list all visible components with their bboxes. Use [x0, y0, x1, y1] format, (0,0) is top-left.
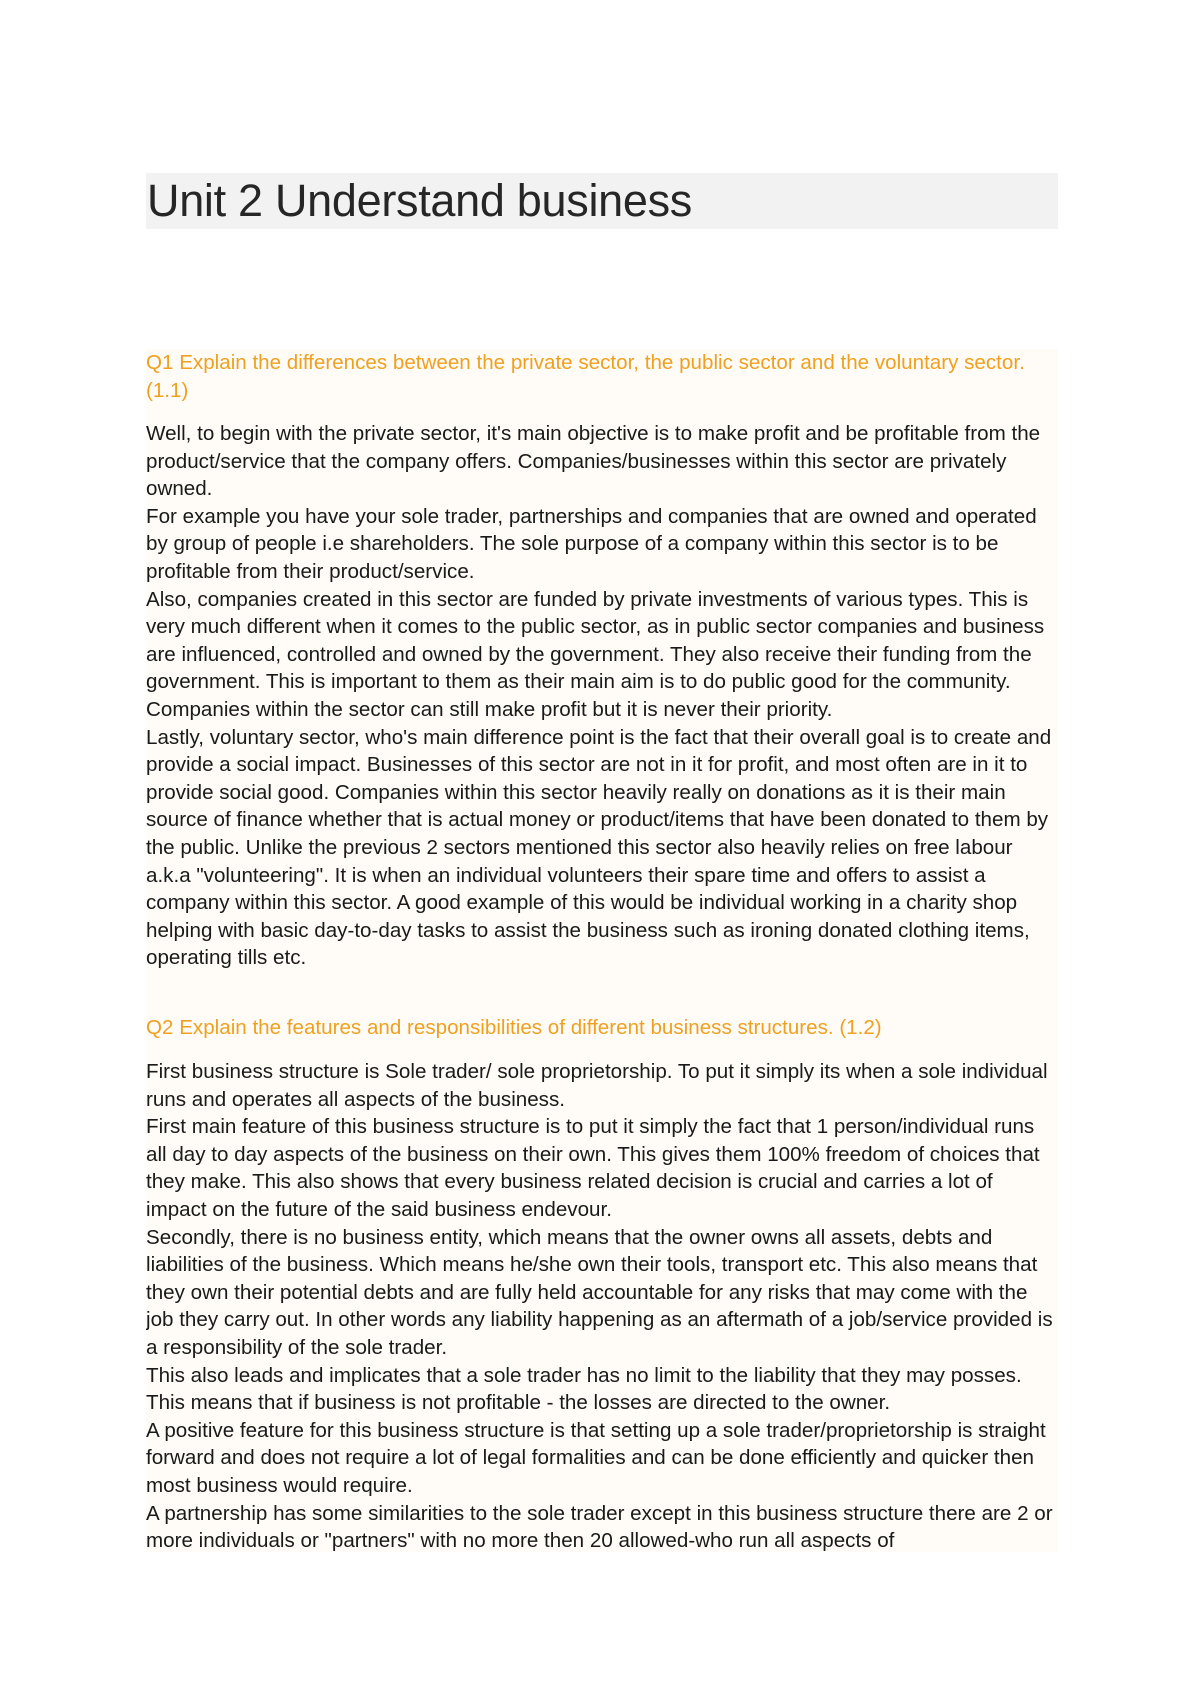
title-block — [146, 173, 1058, 229]
paragraph: First business structure is Sole trader/ sole proprietorship. To put it simply its when a sole individual runs and operates all aspects of the business. — [146, 1060, 1048, 1111]
paragraph: Lastly, voluntary sector, who's main difference point is the fact that their overall goal is to create and provide a social impact. Businesses of this sector are not in it for profit, and most often are in it to provide social good. Companies within this sector heavily really on donations as it is their main source of finance whether that is actual money or product/items that have been donated to them by the public. Unlike the previous 2 sectors mentioned this sector also heavily relies on free labour a.k.a "volunteering". It is when an individual volunteers their spare time and offers to assist a company within this sector. A good example of this would be individual working in a charity shop helping with basic day-to-day tasks to assist the business such as ironing donated clothing items, operating tills etc. — [146, 725, 1052, 970]
paragraph: First main feature of this business structure is to put it simply the fact that 1 person/individual runs all day to day aspects of the business on their own. This gives them 100% freedom of choices that they make. This also shows that every business related decision is crucial and carries a lot of impact on the future of the said business endevour. — [146, 1115, 1040, 1221]
paragraph: Secondly, there is no business entity, which means that the owner owns all assets, debts and liabilities of the business. Which means he/she own their tools, transport etc. This also means that they own their potential debts and are fully held accountable for any risks that may come with the job they carry out. In other words any liability happening as an aftermath of a job/service provided is a responsibility of the sole trader. — [146, 1225, 1053, 1359]
document-body — [146, 349, 1058, 1552]
answer-2 — [146, 1058, 1058, 1552]
question-2-heading: Q2 Explain the features and responsibilities of different business structures. (1.2) — [146, 1016, 882, 1039]
document-title: Unit 2 Understand business — [147, 175, 693, 226]
question-1-heading: Q1 Explain the differences between the private sector, the public sector and the voluntary sector. (1.1) — [146, 351, 1025, 402]
paragraph: This also leads and implicates that a sole trader has no limit to the liability that they may posses. This means that if business is not profitable - the losses are directed to the owner. — [146, 1363, 1022, 1415]
answer-1 — [146, 420, 1058, 972]
paragraph: Well, to begin with the private sector, it's main objective is to make profit and be profitable from the product/service that the company offers. Companies/businesses within this sector are privately owned. — [146, 422, 1041, 501]
paragraph: A partnership has some similarities to the sole trader except in this business structure there are 2 or more individuals or "partners" with no more then 20 allowed-who run all aspects of — [146, 1501, 1053, 1552]
paragraph: A positive feature for this business structure is that setting up a sole trader/proprietorship is straight forward and does not require a lot of legal formalities and can be done efficiently and quicker then most business would require. — [146, 1418, 1046, 1497]
paragraph: For example you have your sole trader, partnerships and companies that are owned and operated by group of people i.e shareholders. The sole purpose of a company within this sector is to be profitable from their product/service. — [146, 504, 1037, 583]
paragraph: Also, companies created in this sector are funded by private investments of various types. This is very much different when it comes to the public sector, as in public sector companies and business are influenced, controlled and owned by the government. They also receive their funding from the government. This is important to them as their main aim is to do public good for the community. Companies within the sector can still make profit but it is never their priority. — [146, 587, 1045, 721]
